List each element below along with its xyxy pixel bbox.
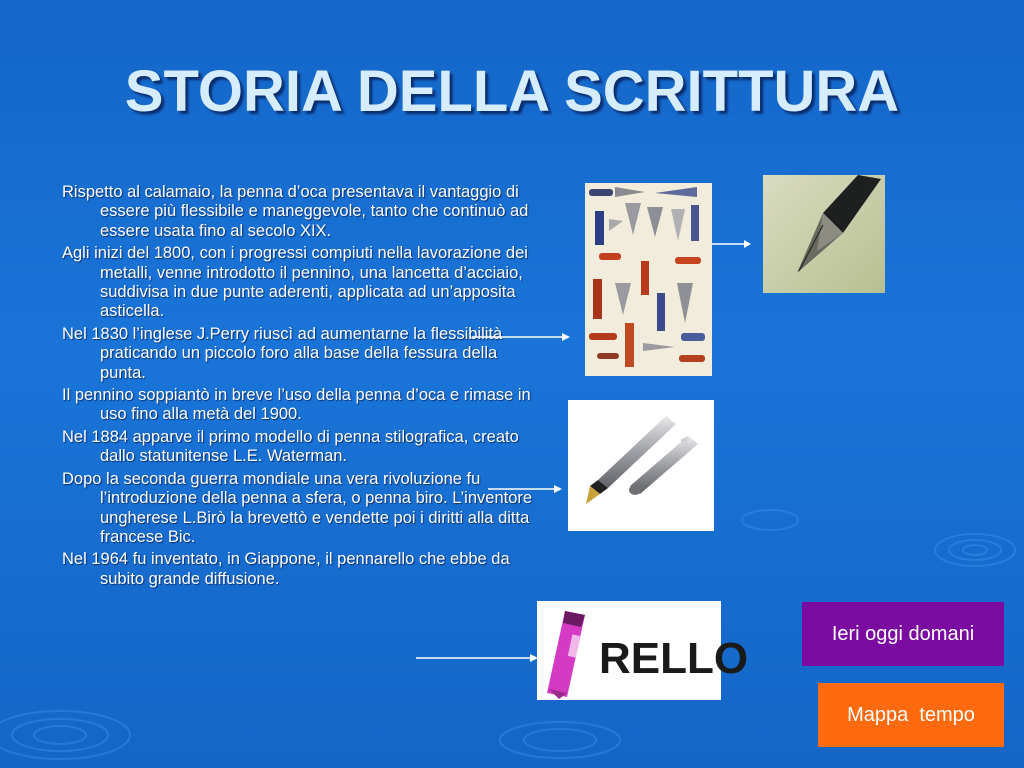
paragraph-waterman: Nel 1884 apparve il primo modello di penna stilografica, creato dallo statunitense L.E. Waterman. — [62, 427, 519, 466]
paragraph-biro: Dopo la seconda guerra mondiale una vera rivoluzione fu l’introduzione della penna a sfera, o penna biro. L’inventore ungherese L.Birò la brevettò e vendette poi i diritti alla ditta francese Bic. — [62, 469, 533, 546]
nibs-collection-image — [585, 183, 712, 376]
fountain-pen-image — [568, 400, 714, 531]
slide-title: STORIA DELLA SCRITTURA — [124, 59, 900, 124]
paragraph-pennino: Agli inizi del 1800, con i progressi compiuti nella lavorazione dei metalli, venne introdotto il pennino, una lancetta d’acciaio, suddivisa in due punte aderenti, applicata ad un’apposita asticella. — [62, 244, 528, 321]
paragraph-pennarello: Nel 1964 fu inventato, in Giappone, il pennarello che ebbe da subito grande diffusione. — [62, 550, 510, 588]
slide-body — [62, 183, 542, 592]
paragraph-perry: Nel 1830 l’inglese J.Perry riuscì ad aumentarne la flessibilità praticando un piccolo foro alla base della fessura della punta. — [62, 324, 503, 382]
arrow-right-icon — [712, 238, 752, 250]
mappa-tempo-button[interactable]: Mappa tempo — [818, 683, 1004, 747]
marker-pen-image — [537, 601, 749, 700]
paragraph-soppianto: Il pennino soppiantò in breve l’uso della penna d’oca e rimase in uso fino alla metà del 1900. — [62, 386, 531, 424]
ieri-oggi-domani-button[interactable]: Ieri oggi domani — [802, 602, 1004, 666]
arrow-right-icon — [416, 652, 540, 664]
arrow-right-icon — [472, 331, 572, 343]
paragraph-penna-oca: Rispetto al calamaio, la penna d’oca presentava il vantaggio di essere più flessibile e maneggevole, tanto che continuò ad essere usata fino al secolo XIX. — [62, 183, 529, 240]
marker-text: RELLO — [599, 634, 749, 683]
fountain-nib-image — [763, 175, 885, 293]
arrow-right-icon — [488, 483, 564, 495]
